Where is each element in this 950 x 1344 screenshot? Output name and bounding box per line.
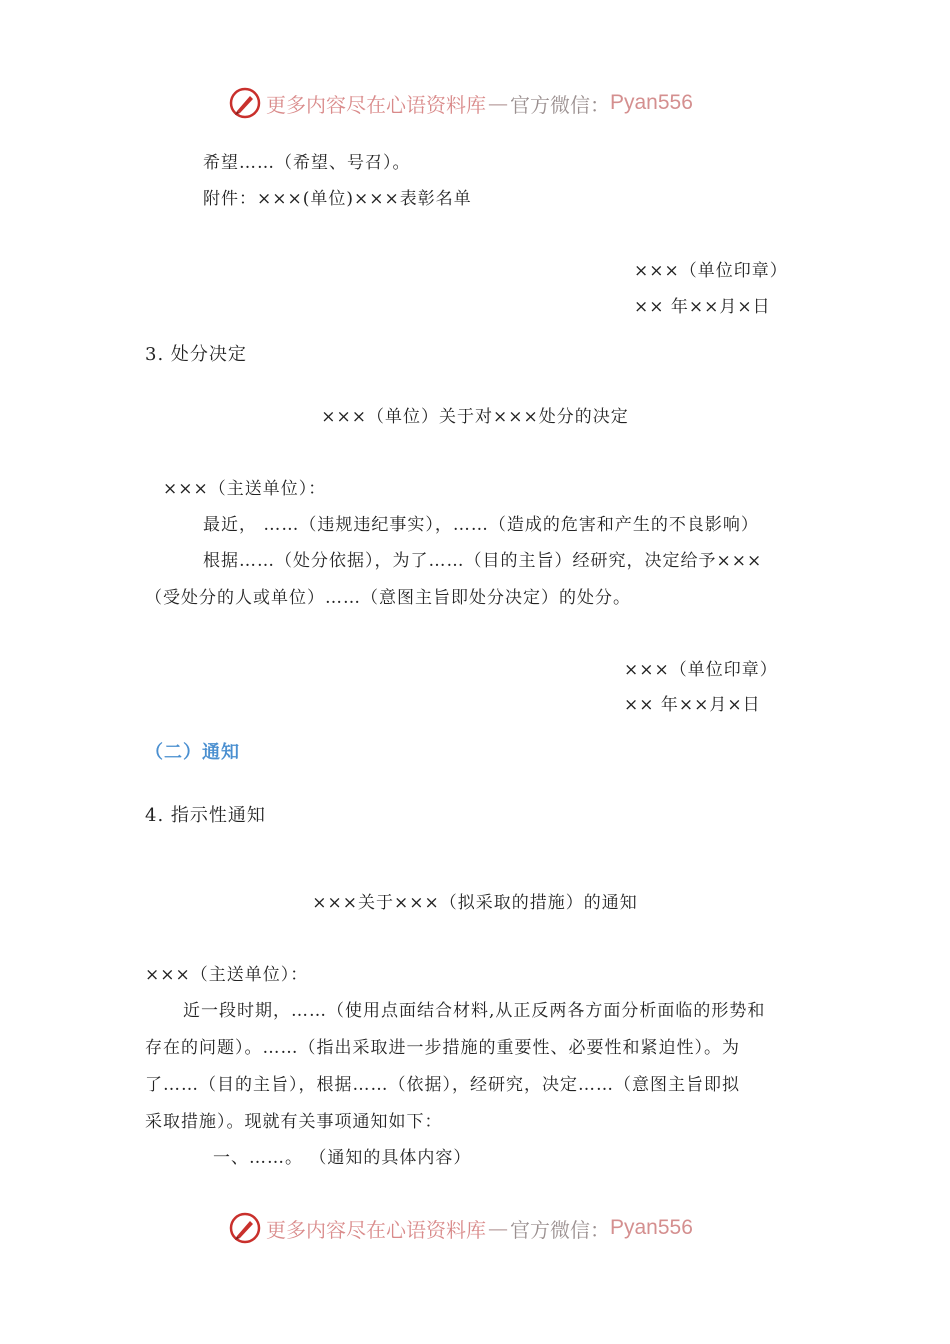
watermark-footer: [228, 1211, 693, 1245]
heading-punishment-decision: 3. 处分决定: [145, 344, 247, 365]
pen-logo-icon: [228, 86, 262, 120]
attachment-line: 附件：×××(单位)×××表彰名单: [203, 189, 472, 209]
doc-title-notice: ×××关于×××（拟采取的措施）的通知: [312, 893, 638, 913]
watermark-label: 官方微信：: [510, 92, 610, 117]
closing-line: 希望……（希望、号召）。: [203, 153, 411, 173]
watermark-dash: —: [488, 91, 508, 115]
date-line: ×× 年××月×日: [634, 297, 771, 317]
seal-line: ×××（单位印章）: [634, 261, 788, 281]
watermark-site: 更多内容尽在心语资料库: [266, 92, 486, 117]
paragraph-line: 了……（目的主旨），根据……（依据），经研究，决定……（意图主旨即拟: [145, 1075, 740, 1095]
recipient-line: ×××（主送单位）：: [163, 479, 327, 499]
list-item: 一、……。 （通知的具体内容）: [213, 1148, 472, 1168]
paragraph-line: 根据……（处分依据），为了……（目的主旨）经研究，决定给予×××: [203, 551, 763, 571]
paragraph-line: 存在的问题）。……（指出采取进一步措施的重要性、必要性和紧迫性）。为: [145, 1038, 740, 1058]
paragraph-line: 最近， ……（违规违纪事实），……（造成的危害和产生的不良影响）: [203, 515, 759, 535]
watermark-wechat: Pyan556: [610, 91, 693, 114]
section-heading-notice: （二）通知: [145, 742, 240, 763]
pen-logo-icon: [228, 1211, 262, 1245]
recipient-line: ×××（主送单位）：: [145, 965, 309, 985]
paragraph-line: 采取措施）。现就有关事项通知如下：: [145, 1112, 443, 1132]
seal-line: ×××（单位印章）: [624, 660, 778, 680]
watermark-dash: —: [488, 1216, 508, 1240]
watermark-site: 更多内容尽在心语资料库: [266, 1217, 486, 1242]
heading-directive-notice: 4. 指示性通知: [145, 805, 266, 826]
paragraph-line: 近一段时期，……（使用点面结合材料,从正反两各方面分析面临的形势和: [183, 1001, 766, 1021]
paragraph-line: （受处分的人或单位）……（意图主旨即处分决定）的处分。: [145, 588, 631, 608]
watermark-wechat: Pyan556: [610, 1216, 693, 1239]
date-line: ×× 年××月×日: [624, 695, 761, 715]
watermark-header: [228, 86, 693, 120]
doc-title-punishment: ×××（单位）关于对×××处分的决定: [321, 407, 629, 427]
watermark-label: 官方微信：: [510, 1217, 610, 1242]
